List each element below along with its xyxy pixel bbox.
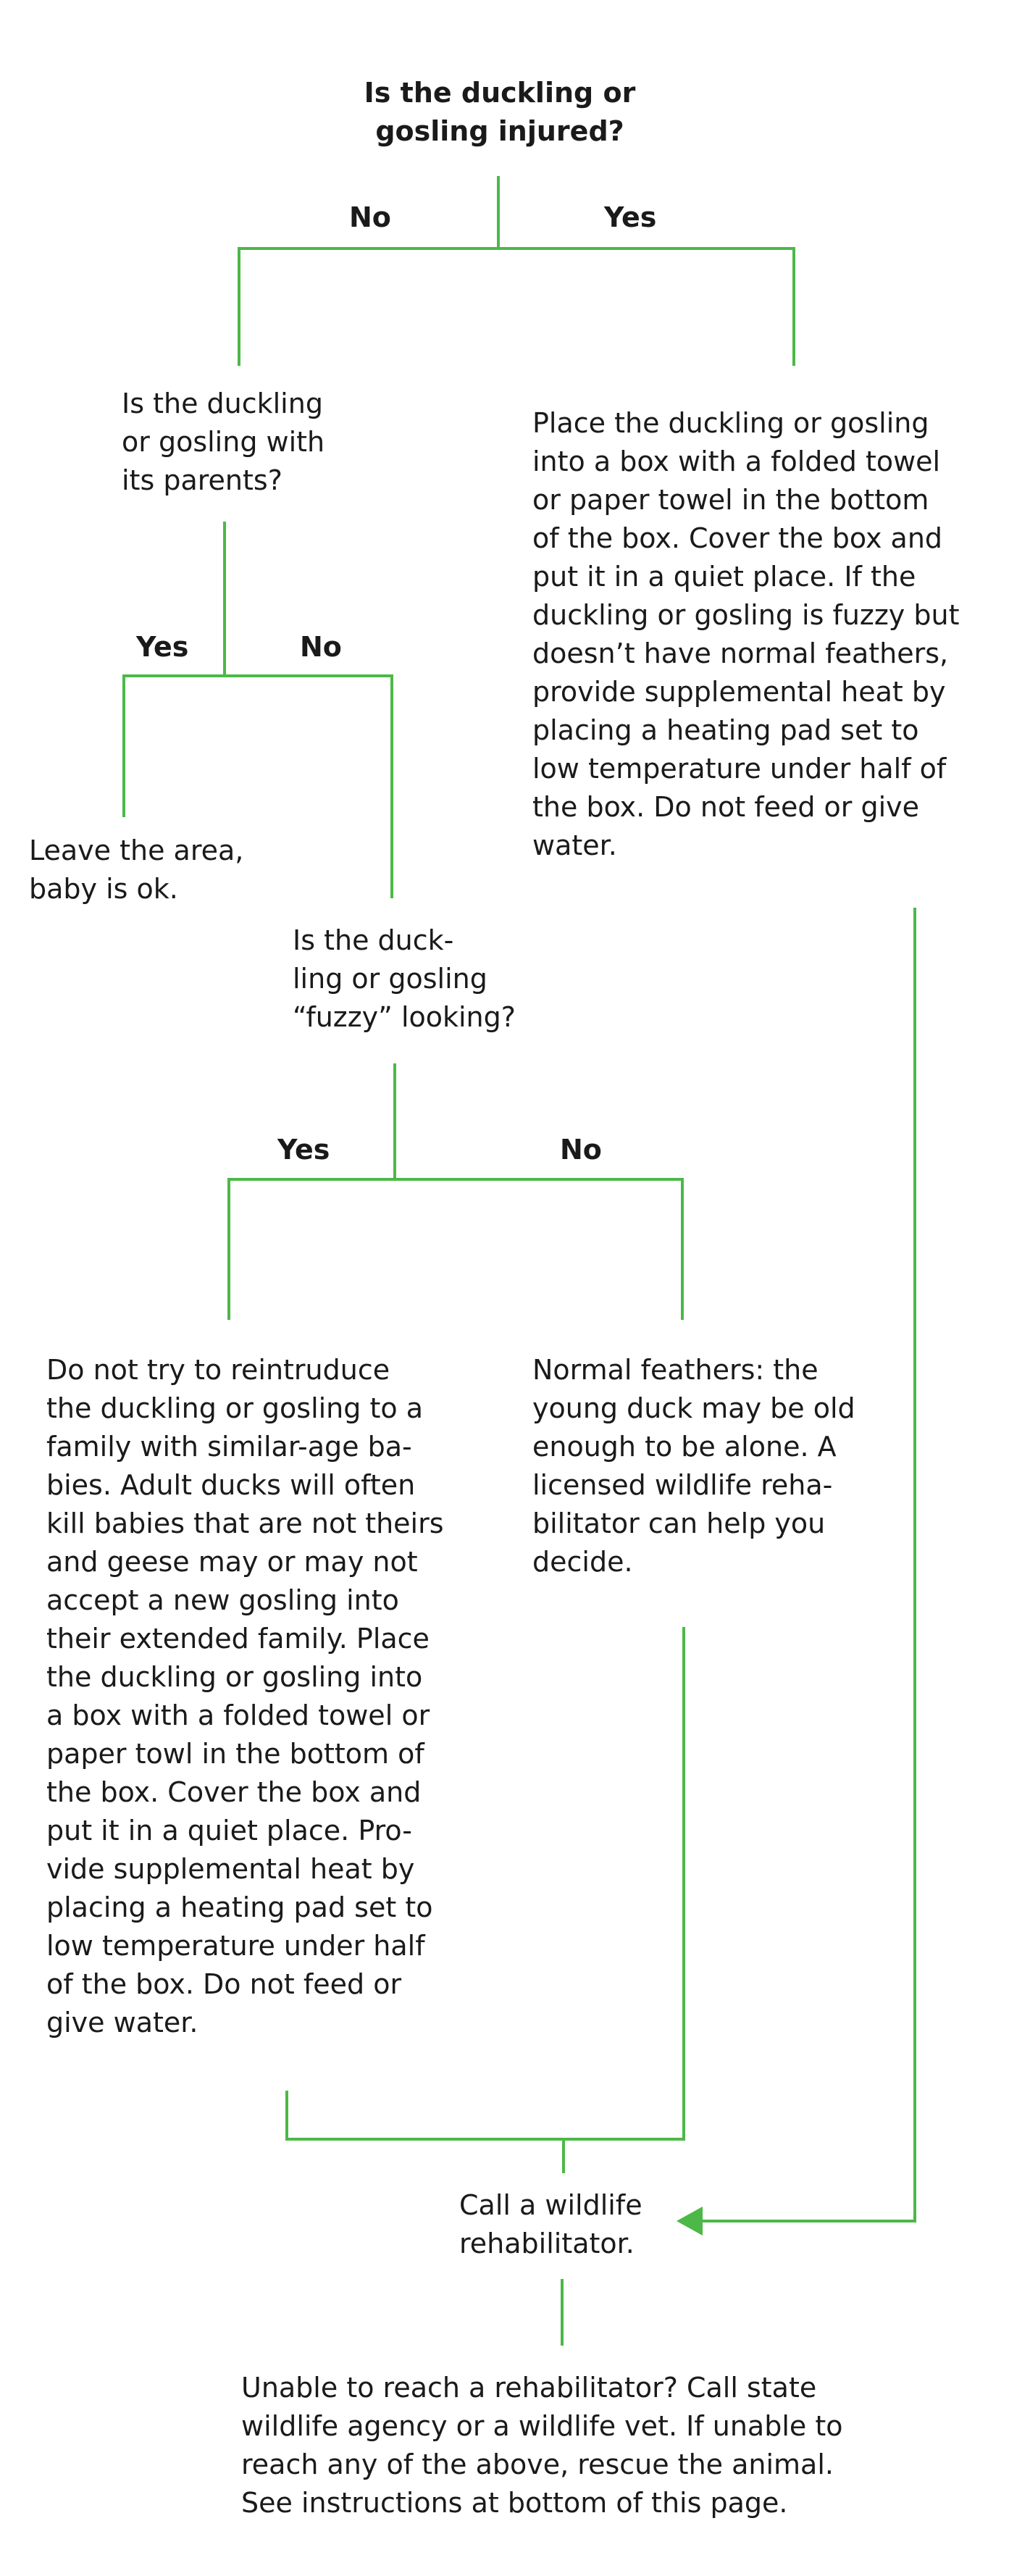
label-q2-yes: Yes: [136, 631, 189, 663]
fuzzy-instructions: Do not try to reintruduce the duckling or gosling to a family with similar-age ba- bies. Adult ducks will often kill babies that are not theirs and geese may or may not accept a new gosling into their extended family. Place the duckling or gosling into a box with a folded towel or paper towl in the bottom of the box. Cover the box and put it in a quiet place. Pro- vide supplemental heat by placing a heating pad set to low temperature under half of the box. Do not feed or give water.: [46, 1354, 444, 2038]
question-injured: Is the duckling or gosling injured?: [364, 77, 636, 147]
label-q3-yes: Yes: [277, 1134, 330, 1166]
label-q2-no: No: [300, 631, 342, 663]
question-fuzzy: Is the duck- ling or gosling “fuzzy” looking?: [293, 924, 516, 1033]
label-q1-yes: Yes: [604, 201, 657, 233]
label-q3-no: No: [560, 1134, 602, 1166]
unable-to-reach-text: Unable to reach a rehabilitator? Call state wildlife agency or a wildlife vet. If unable to reach any of the above, rescue the animal. See instructions at bottom of this page.: [241, 2372, 843, 2519]
label-q1-no: No: [349, 201, 391, 233]
leave-area-text: Leave the area, baby is ok.: [29, 835, 244, 905]
feathers-instructions: Normal feathers: the young duck may be old enough to be alone. A licensed wildlife reha- bilitator can help you decide.: [532, 1354, 855, 1578]
connector-arrowhead: [677, 2207, 703, 2236]
call-rehabilitator: Call a wildlife rehabilitator.: [459, 2189, 642, 2259]
question-with-parents: Is the duckling or gosling with its parents?: [122, 388, 325, 496]
injured-instructions: Place the duckling or gosling into a box with a folded towel or paper towel in the bottom of the box. Cover the box and put it in a quiet place. If the duckling or gosling is fuzzy but doesn’t have normal feathers, provide supplemental heat by placing a heating pad set to low temperature under half of the box. Do not feed or give water.: [532, 407, 960, 861]
